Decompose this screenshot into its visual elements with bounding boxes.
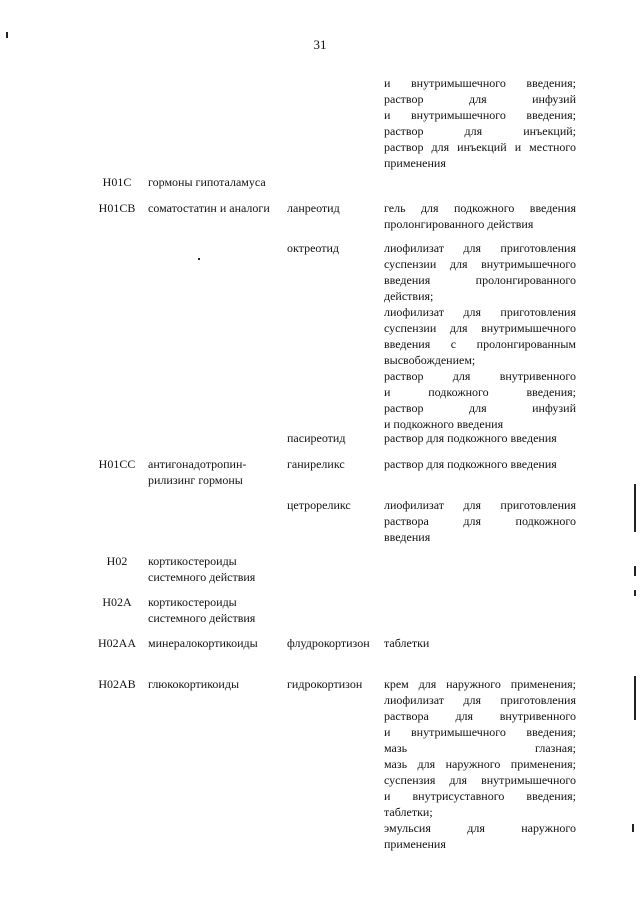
atc-code: H02 xyxy=(106,554,128,568)
dosage-form-line: раствор для инъекций; xyxy=(384,124,576,138)
scan-mark xyxy=(198,258,200,260)
dosage-form-line: раствор для инъекций и местного xyxy=(384,140,576,154)
drug-name: цетрореликс xyxy=(287,498,351,512)
dosage-forms xyxy=(384,200,576,232)
dosage-form-line: суспензии для внутримышечного xyxy=(384,321,576,335)
dosage-form-line: раствора для внутривенного xyxy=(384,709,576,723)
dosage-forms xyxy=(384,240,576,432)
dosage-form-line: и внутримышечного введения; xyxy=(384,108,576,122)
atc-code: H01C xyxy=(102,175,132,189)
dosage-form-line: раствор для подкожного введения xyxy=(384,431,557,445)
dosage-form-line: и внутримышечного введения; xyxy=(384,76,576,90)
dosage-form-line: введения xyxy=(384,530,431,544)
dosage-form-line: лиофилизат для приготовления xyxy=(384,498,576,512)
dosage-form-line: лиофилизат для приготовления xyxy=(384,305,576,319)
dosage-forms xyxy=(384,497,576,545)
dosage-form-line: мазь глазная; xyxy=(384,741,576,755)
dosage-form-line: введения пролонгированного xyxy=(384,273,576,287)
dosage-form-line: крем для наружного применения; xyxy=(384,677,576,691)
atc-code: H02A xyxy=(102,595,132,609)
dosage-form-line: раствор для подкожного введения xyxy=(384,457,557,471)
group-name: кортикостероиды системного действия xyxy=(148,595,256,625)
dosage-form-line: таблетки; xyxy=(384,805,433,819)
group-name: гормоны гипоталамуса xyxy=(148,175,266,189)
dosage-forms xyxy=(384,430,576,446)
atc-code: H02AA xyxy=(98,636,136,650)
dosage-forms xyxy=(384,456,576,472)
dosage-form-line: лиофилизат для приготовления xyxy=(384,693,576,707)
group-name: глюкокортикоиды xyxy=(148,677,240,691)
drug-name: пасиреотид xyxy=(287,431,346,445)
scan-mark xyxy=(632,824,634,832)
dosage-form-line: и внутримышечного введения; xyxy=(384,725,576,739)
dosage-form-line: раствора для подкожного xyxy=(384,514,576,528)
drug-name: флудрокортизон xyxy=(287,636,370,650)
dosage-form-line: суспензия для внутримышечного xyxy=(384,773,576,787)
dosage-form-line: и подкожного введения xyxy=(384,417,504,431)
atc-code: H02AB xyxy=(98,677,136,691)
dosage-form-line: суспензии для внутримышечного xyxy=(384,257,576,271)
group-name: соматостатин и аналоги xyxy=(148,201,270,215)
dosage-form-line: пролонгированного действия xyxy=(384,217,534,231)
dosage-form-line: таблетки xyxy=(384,636,430,650)
dosage-form-line: применения xyxy=(384,837,446,851)
dosage-form-line: действия; xyxy=(384,289,434,303)
drug-name: ланреотид xyxy=(287,201,340,215)
scan-mark xyxy=(634,566,636,576)
group-name: минералокортикоиды xyxy=(148,636,258,650)
drug-name: ганиреликс xyxy=(287,457,345,471)
drug-name: октреотид xyxy=(287,241,340,255)
atc-code: H01CC xyxy=(98,457,136,471)
dosage-form-line: раствор для инфузий xyxy=(384,92,576,106)
scan-mark xyxy=(634,484,636,532)
dosage-form-line: введения с пролонгированным xyxy=(384,337,576,351)
drug-name: гидрокортизон xyxy=(287,677,363,691)
atc-code: H01CB xyxy=(98,201,136,215)
page-number: 31 xyxy=(313,37,327,52)
dosage-forms xyxy=(384,676,576,852)
dosage-form-line: эмульсия для наружного xyxy=(384,821,576,835)
dosage-form-line: раствор для внутривенного xyxy=(384,369,576,383)
scan-mark xyxy=(634,590,636,596)
dosage-form-line: и внутрисуставного введения; xyxy=(384,789,576,803)
dosage-forms xyxy=(384,635,576,651)
dosage-form-line: высвобождением; xyxy=(384,353,476,367)
dosage-form-line: и подкожного введения; xyxy=(384,385,576,399)
dosage-form-line: гель для подкожного введения xyxy=(384,201,576,215)
dosage-form-line: мазь для наружного применения; xyxy=(384,757,576,771)
group-name: антигонадотропин-рилизинг гормоны xyxy=(148,457,247,487)
scan-mark xyxy=(634,676,636,720)
dosage-form-line: применения xyxy=(384,156,446,170)
group-name: кортикостероиды системного действия xyxy=(148,554,256,584)
scan-mark xyxy=(6,32,8,38)
dosage-form-line: лиофилизат для приготовления xyxy=(384,241,576,255)
dosage-form-line: раствор для инфузий xyxy=(384,401,576,415)
dosage-forms xyxy=(384,75,576,171)
